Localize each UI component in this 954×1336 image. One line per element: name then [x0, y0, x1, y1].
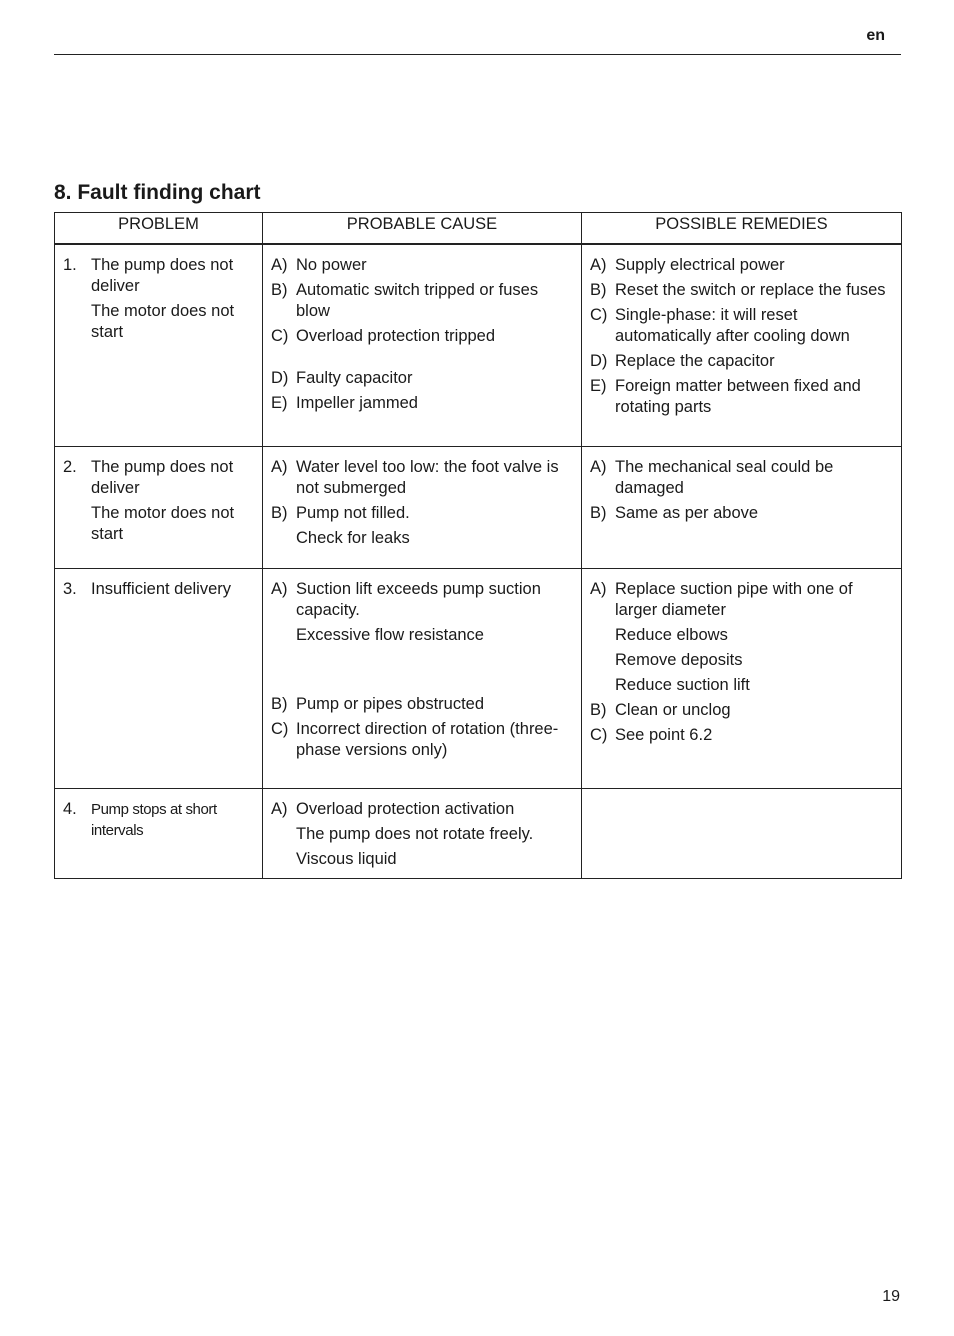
item-continuation: Excessive flow resistance [296, 625, 484, 644]
row-number: 3. [63, 579, 77, 598]
item-label: B) [590, 700, 607, 719]
problem-cell [55, 244, 263, 446]
list-item [590, 280, 893, 301]
item-text: Impeller jammed [296, 394, 418, 412]
list-item [271, 280, 573, 322]
item-text: Foreign matter between fixed and rotating parts [615, 377, 861, 416]
table-row [55, 788, 902, 878]
problem-text: The motor does not start [91, 503, 235, 543]
item-text: Pump not filled. [296, 503, 410, 522]
item-label: B) [271, 694, 288, 713]
item-label: B) [590, 281, 607, 299]
list-item [271, 326, 573, 347]
section-title: 8. Fault finding chart [54, 181, 261, 204]
item-label: A) [271, 256, 288, 274]
item-continuation: Remove deposits [615, 650, 743, 669]
list-item [590, 351, 893, 372]
list-item [271, 694, 573, 715]
item-text: Reset the switch or replace the fuses [615, 281, 886, 299]
problem-text: The pump does not deliver [91, 457, 234, 497]
row-number: 1. [63, 256, 77, 274]
item-label: A) [271, 579, 288, 598]
column-header-cause: PROBABLE CAUSE [263, 213, 582, 245]
problem-cell [55, 788, 263, 878]
remedy-cell [582, 788, 902, 878]
list-item [590, 503, 893, 524]
header-rule [54, 54, 901, 55]
list-item [590, 725, 893, 746]
item-text: No power [296, 256, 367, 274]
item-label: A) [271, 457, 288, 476]
item-text: Faulty capacitor [296, 369, 413, 387]
item-label: C) [590, 306, 608, 324]
row-number: 2. [63, 457, 77, 476]
item-text: Replace suction pipe with one of larger diameter [615, 579, 853, 619]
list-item [271, 457, 573, 499]
item-label: D) [271, 369, 289, 387]
item-text: Water level too low: the foot valve is not submerged [296, 457, 559, 497]
list-item [271, 368, 573, 389]
remedy-cell [582, 568, 902, 788]
list-item [590, 579, 893, 621]
list-item [271, 579, 573, 621]
row-number: 4. [63, 799, 77, 818]
item-text: Pump or pipes obstructed [296, 694, 485, 713]
item-label: A) [590, 256, 607, 274]
language-code: en [866, 27, 885, 44]
column-header-problem: PROBLEM [55, 213, 263, 245]
list-item [271, 799, 573, 820]
item-text: Single-phase: it will reset automatically after cooling down [615, 306, 850, 345]
page-number: 19 [882, 1288, 900, 1305]
item-continuation: Reduce elbows [615, 625, 728, 644]
item-text: Overload protection tripped [296, 327, 496, 345]
problem-text: The motor does not start [91, 302, 235, 341]
item-label: D) [590, 352, 608, 370]
problem-cell [55, 568, 263, 788]
item-text: Automatic switch tripped or fuses blow [296, 281, 539, 320]
item-continuation: The pump does not rotate freely. [296, 824, 534, 843]
list-item [590, 376, 893, 418]
item-text: Supply electrical power [615, 256, 785, 274]
item-text: Incorrect direction of rotation (three-phase versions only) [296, 719, 559, 759]
list-item [590, 255, 893, 276]
problem-text: Pump stops at short intervals [91, 800, 217, 839]
cause-cell [263, 446, 582, 568]
cause-cell [263, 788, 582, 878]
item-label: C) [271, 327, 289, 345]
item-text: The mechanical seal could be damaged [615, 457, 834, 497]
item-continuation: Check for leaks [296, 528, 410, 547]
list-item [271, 393, 573, 414]
item-label: B) [590, 503, 607, 522]
list-item [271, 503, 573, 524]
item-label: A) [590, 457, 607, 476]
item-text: Suction lift exceeds pump suction capacity. [296, 579, 541, 619]
table-row [55, 446, 902, 568]
item-label: C) [590, 725, 608, 744]
problem-text: The pump does not deliver [91, 256, 234, 295]
remedy-cell [582, 244, 902, 446]
table-row [55, 568, 902, 788]
cause-cell [263, 568, 582, 788]
list-item [590, 305, 893, 347]
item-label: C) [271, 719, 289, 738]
item-label: E) [590, 377, 607, 395]
remedy-cell [582, 446, 902, 568]
item-text: Overload protection activation [296, 799, 515, 818]
problem-cell [55, 446, 263, 568]
item-text: Replace the capacitor [615, 352, 775, 370]
problem-text: Insufficient delivery [91, 579, 232, 598]
table-header-row [55, 213, 902, 245]
column-header-remedies: POSSIBLE REMEDIES [582, 213, 902, 245]
item-label: B) [271, 281, 288, 299]
item-text: See point 6.2 [615, 725, 713, 744]
item-label: E) [271, 394, 288, 412]
cause-cell [263, 244, 582, 446]
item-text: Clean or unclog [615, 700, 731, 719]
item-continuation: Reduce suction lift [615, 675, 750, 694]
item-label: B) [271, 503, 288, 522]
item-label: A) [271, 799, 288, 818]
list-item [271, 255, 573, 276]
list-item [590, 700, 893, 721]
item-label: A) [590, 579, 607, 598]
list-item [271, 719, 573, 761]
item-text: Same as per above [615, 503, 759, 522]
list-item [590, 457, 893, 499]
item-continuation: Viscous liquid [296, 849, 397, 868]
table-row [55, 244, 902, 446]
fault-finding-table [54, 212, 902, 879]
